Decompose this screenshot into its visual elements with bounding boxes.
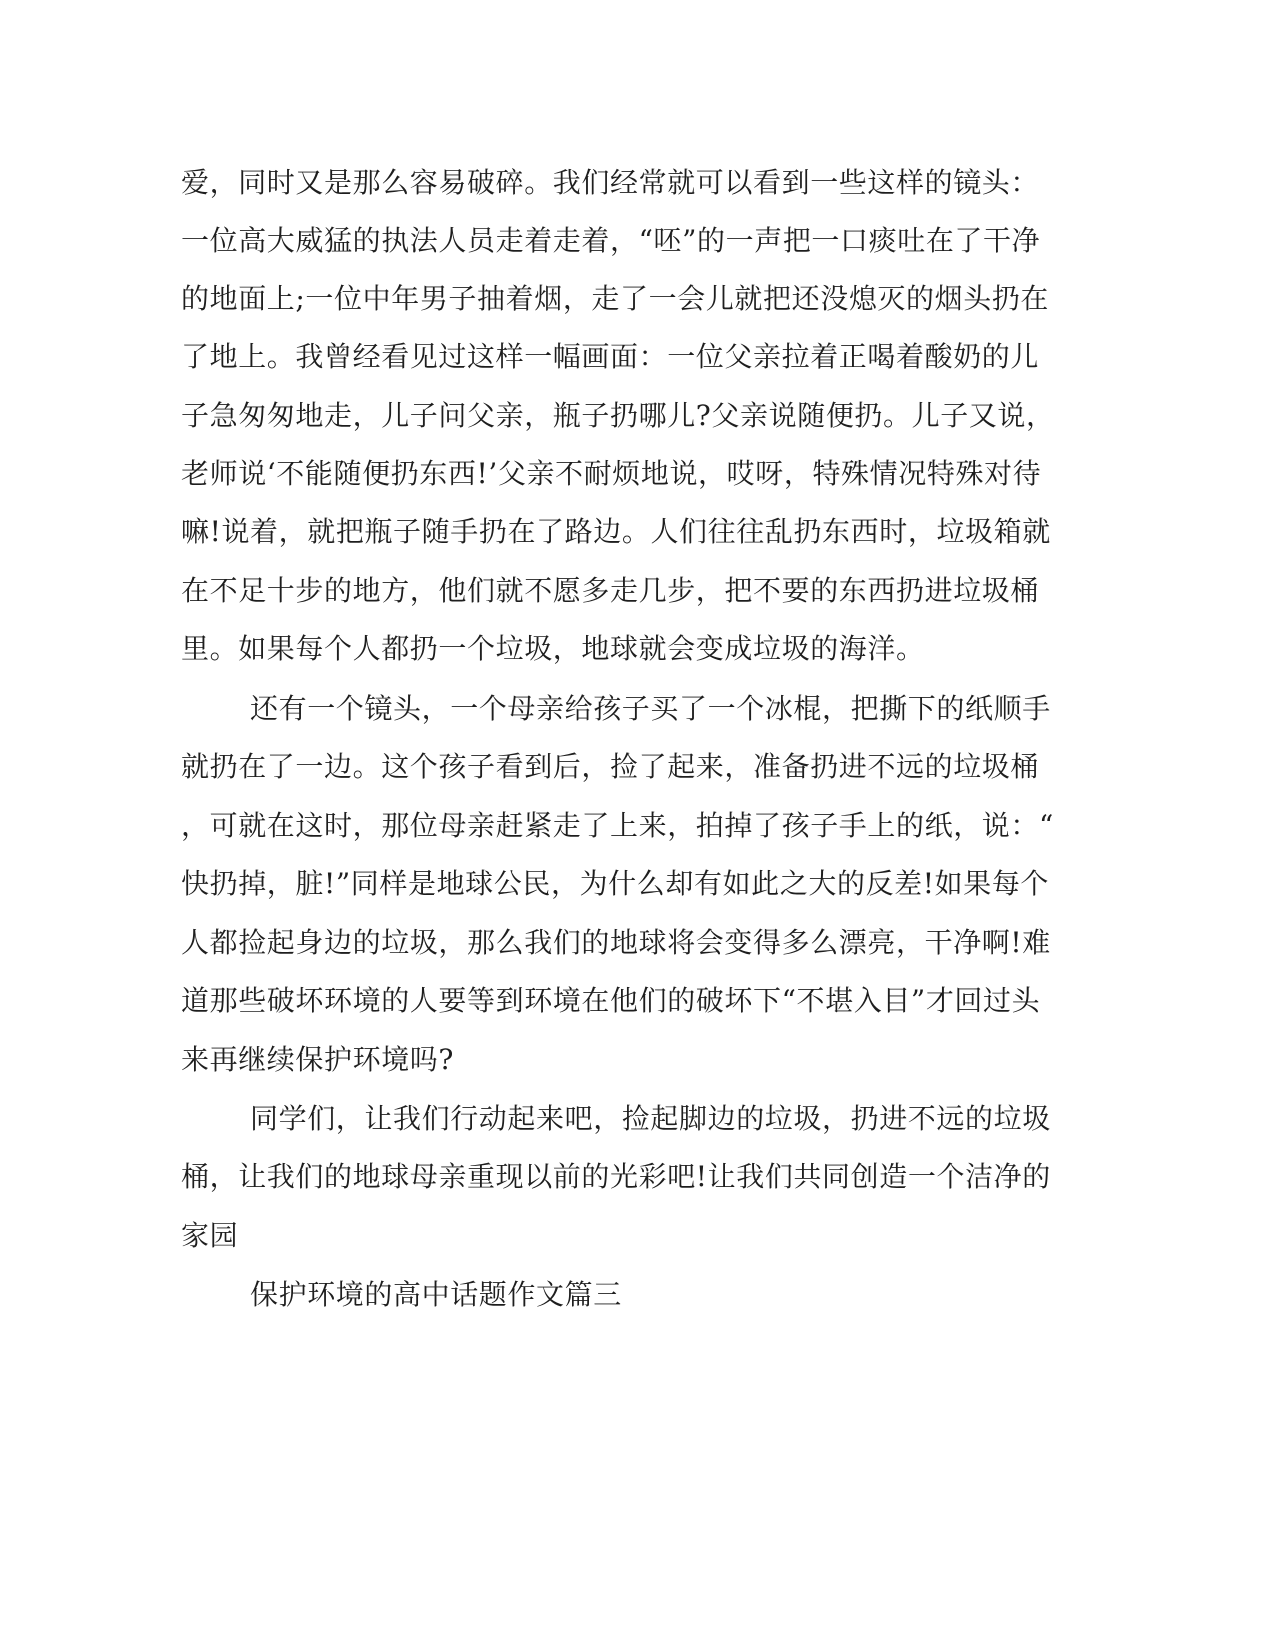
- paragraph-line: 桶，让我们的地球母亲重现以前的光彩吧!让我们共同创造一个洁净的: [181, 1160, 1051, 1193]
- paragraph-line: 的地面上;一位中年男子抽着烟，走了一会儿就把还没熄灭的烟头扔在: [181, 282, 1050, 315]
- paragraph-line: ，可就在这时，那位母亲赶紧走了上来，拍掉了孩子手上的纸，说：“: [181, 809, 1054, 842]
- paragraph-line: 里。如果每个人都扔一个垃圾，地球就会变成垃圾的海洋。: [181, 632, 925, 665]
- paragraph-line: 一位高大威猛的执法人员走着走着，“呸”的一声把一口痰吐在了干净: [181, 224, 1041, 257]
- paragraph-line: 嘛!说着，就把瓶子随手扔在了路边。人们往往乱扔东西时，垃圾箱就: [181, 515, 1051, 548]
- section-heading: 保护环境的高中话题作文篇三: [250, 1278, 622, 1311]
- paragraph-line: 就扔在了一边。这个孩子看到后，捡了起来，准备扔进不远的垃圾桶: [181, 750, 1040, 783]
- paragraph-line: 了地上。我曾经看见过这样一幅画面：一位父亲拉着正喝着酸奶的儿: [181, 340, 1040, 373]
- paragraph-line: 子急匆匆地走，儿子问父亲，瓶子扔哪儿?父亲说随便扔。儿子又说，: [181, 399, 1055, 432]
- paragraph-line: 来再继续保护环境吗?: [181, 1043, 455, 1076]
- paragraph-line: 快扔掉，脏!”同样是地球公民，为什么却有如此之大的反差!如果每个: [181, 867, 1050, 900]
- paragraph-line: 爱，同时又是那么容易破碎。我们经常就可以看到一些这样的镜头：: [181, 166, 1040, 199]
- paragraph-line: 道那些破坏环境的人要等到环境在他们的破坏下“不堪入目”才回过头: [181, 984, 1041, 1017]
- paragraph-line: 家园: [181, 1219, 239, 1252]
- paragraph-line: 老师说‘不能随便扔东西!’父亲不耐烦地说，哎呀，特殊情况特殊对待: [181, 457, 1042, 490]
- paragraph-line: 在不足十步的地方，他们就不愿多走几步，把不要的东西扔进垃圾桶: [181, 574, 1040, 607]
- paragraph-line: 还有一个镜头，一个母亲给孩子买了一个冰棍，把撕下的纸顺手: [250, 692, 1051, 725]
- paragraph-line: 人都捡起身边的垃圾，那么我们的地球将会变得多么漂亮，干净啊!难: [181, 926, 1051, 959]
- paragraph-line: 同学们，让我们行动起来吧，捡起脚边的垃圾，扔进不远的垃圾: [250, 1102, 1051, 1135]
